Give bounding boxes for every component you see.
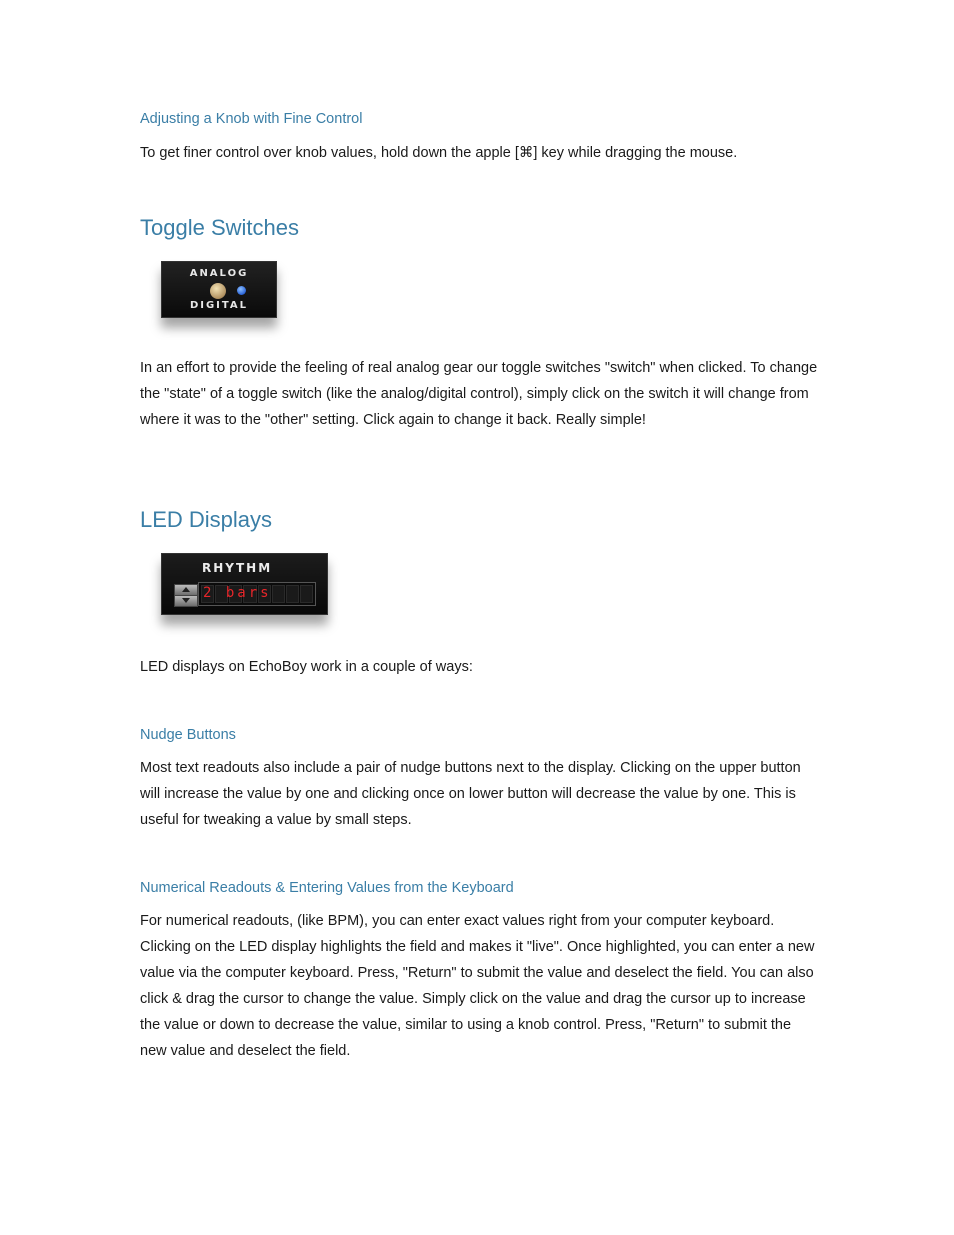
toggle-top-label: ANALOG [189, 268, 249, 279]
led-display-image [161, 553, 328, 615]
nudge-buttons-text: Most text readouts also include a pair of nudge buttons next to the display. Clicking on the upper button will increase the value by one and clicking once on lower button will decrease the value by one. This is useful for tweaking a value by small steps. [140, 760, 801, 828]
nudge-buttons-heading: Nudge Buttons [140, 727, 236, 743]
toggle-switches-text: In an effort to provide the feeling of real analog gear our toggle switches "switch" when clicked. To change the "state" of a toggle switch (like the analog/digital control), simply click on the switch it will change from where it was to the "other" setting. Click again to change it back. Really simple! [140, 360, 818, 428]
fine-control-text: To get finer control over knob values, hold down the apple [⌘] key while dragging the mouse. [140, 145, 738, 161]
fine-control-heading: Adjusting a Knob with Fine Control [140, 111, 363, 127]
numerical-readouts-text: For numerical readouts, (like BPM), you can enter exact values right from your computer keyboard. Clicking on the LED display highlights the field and makes it "live". Once highlighted, you can enter a new value via the computer keyboard. Press, "Return" to submit the value and deselect the field. You can also click & drag the cursor to change the value. Simply click on the value and drag the cursor up to increase the value or down to decrease the value, similar to using a knob control. Press, "Return" to submit the new value and deselect the field. [140, 913, 815, 1059]
blue-led-icon [237, 286, 246, 295]
toggle-bottom-label: DIGITAL [189, 300, 249, 311]
led-displays-heading: LED Displays [140, 507, 273, 532]
numerical-readouts-heading: Numerical Readouts & Entering Values from the Keyboard [140, 880, 514, 896]
led-display-title: RHYTHM [202, 561, 273, 575]
nudge-down-icon [174, 595, 198, 607]
led-readout-value: 2 bars [203, 585, 272, 601]
toggle-lever-icon [210, 283, 226, 299]
toggle-switches-heading: Toggle Switches [140, 215, 299, 240]
toggle-switch-image [161, 261, 277, 318]
led-readout [198, 582, 316, 606]
led-displays-text: LED displays on EchoBoy work in a couple of ways: [140, 659, 473, 675]
